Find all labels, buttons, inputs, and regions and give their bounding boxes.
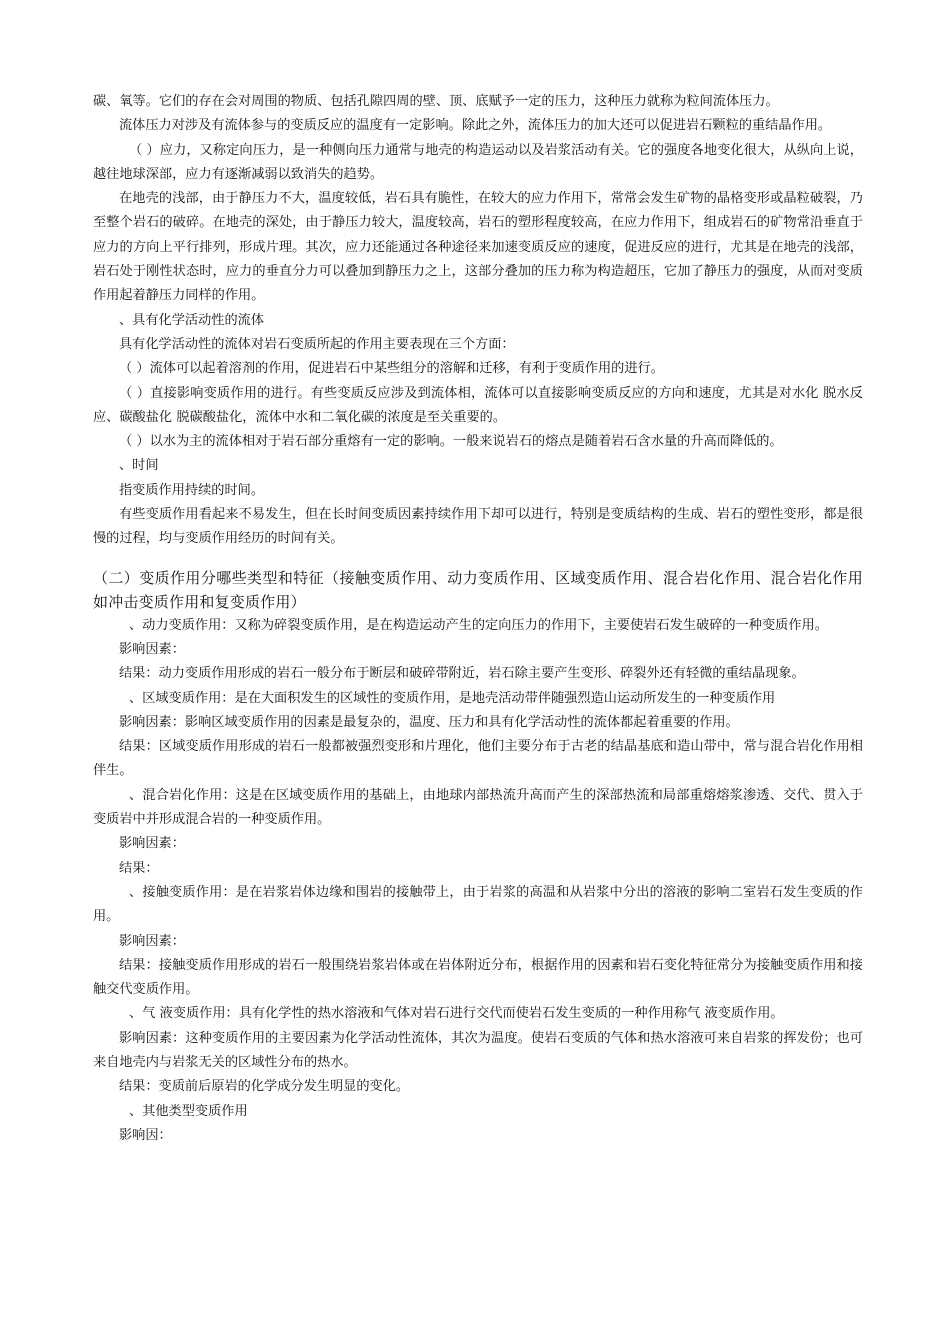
list-item: （ ）流体可以起着溶剂的作用，促进岩石中某些组分的溶解和迁移，有利于变质作用的进行。 <box>119 361 664 377</box>
paragraph: 、混合岩化作用：这是在区域变质作用的基础上，由地球内部热流升高而产生的深部热流和局部重熔熔浆渗透、交代、贯入于变质岩中并形成混合岩的一种变质作用。 <box>93 787 863 828</box>
paragraph: 影响因素： <box>119 641 185 657</box>
paragraph: 影响因素：这种变质作用的主要因素为化学活动性流体，其次为温度。使岩石变质的气体和热水溶液可来自岩浆的挥发份；也可来自地壳内与岩浆无关的区域性分布的热水。 <box>93 1030 863 1070</box>
paragraph: 碳、氧等。它们的存在会对周围的物质、包括孔隙四周的壁、顶、底赋予一定的压力，这种压力就称为粒间流体压力。 <box>93 94 779 109</box>
paragraph: 结果：动力变质作用形成的岩石一般分布于断层和破碎带附近，岩石除主要产生变形、碎裂外还有轻微的重结晶现象。 <box>119 666 805 682</box>
paragraph: 结果：接触变质作用形成的岩石一般围绕岩浆岩体或在岩体附近分布，根据作用的因素和岩石变化特征常分为接触变质作用和接触交代变质作用。 <box>93 957 863 998</box>
list-item: （ ）以水为主的流体相对于岩石部分重熔有一定的影响。一般来说岩石的熔点是随着岩石含水量的升高而降低的。 <box>119 434 783 450</box>
paragraph: 结果： <box>119 860 159 876</box>
paragraph: 影响因素：影响区域变质作用的因素是最复杂的，温度、压力和具有化学活动性的流体都起着重要的作用。 <box>119 714 739 730</box>
list-item: （ ）直接影响变质作用的进行。有些变质反应涉及到流体相，流体可以直接影响变质反应的方向和速度，尤其是对水化 脱水反应、碳酸盐化 脱碳酸盐化，流体中水和二氧化碳的浓度是至关重要的。 <box>93 385 863 425</box>
paragraph: 影响因素： <box>119 836 185 852</box>
section-heading: （二）变质作用分哪些类型和特征（接触变质作用、动力变质作用、区域变质作用、混合岩化作用、混合岩化作用如冲击变质作用和复变质作用） <box>93 568 863 611</box>
paragraph: 、区域变质作用：是在大面积发生的区域性的变质作用，是地壳活动带伴随强烈造山运动所发生的一种变质作用 <box>129 690 776 706</box>
subheading-fluid: 、具有化学活动性的流体 <box>119 312 265 328</box>
paragraph: （ ）应力，又称定向压力，是一种侧向压力通常与地壳的构造运动以及岩浆活动有关。它的强度各地变化很大，从纵向上说，越往地球深部，应力有逐渐减弱以致消失的趋势。 <box>93 142 863 182</box>
paragraph: 在地壳的浅部，由于静压力不大，温度较低，岩石具有脆性，在较大的应力作用下，常常会发生矿物的晶格变形或晶粒破裂，乃至整个岩石的破碎。在地壳的深处，由于静压力较大，温度较高，岩石的塑形程度较高，在应力作用下，组成岩石的矿物常沿垂直于应力的方向上平行排列，形成片理。其次，应力还能通过各种途径来加速变质反应的速度，促进反应的进行，尤其是在地壳的浅部，岩石处于刚性状态时，应力的垂直分力可以叠加到静压力之上，这部分叠加的压力称为构造超压，它加了静压力的强度，从而对变质作用起着静压力同样的作用。 <box>93 191 863 304</box>
paragraph: 、气 液变质作用：具有化学性的热水溶液和气体对岩石进行交代而使岩石发生变质的一种作用称气 液变质作用。 <box>129 1006 784 1022</box>
paragraph: 、接触变质作用：是在岩浆岩体边缘和围岩的接触带上，由于岩浆的高温和从岩浆中分出的溶液的影响二室岩石发生变质的作用。 <box>93 884 863 925</box>
document-page <box>93 90 863 1148</box>
paragraph: 结果：区域变质作用形成的岩石一般都被强烈变形和片理化，他们主要分布于古老的结晶基底和造山带中，常与混合岩化作用相伴生。 <box>93 739 863 779</box>
paragraph: 有些变质作用看起来不易发生，但在长时间变质因素持续作用下却可以进行，特别是变质结构的生成、岩石的塑性变形，都是很慢的过程，均与变质作用经历的时间有关。 <box>93 507 863 547</box>
paragraph: 流体压力对涉及有流体参与的变质反应的温度有一定影响。除此之外，流体压力的加大还可以促进岩石颗粒的重结晶作用。 <box>119 118 832 134</box>
paragraph: 影响因： <box>119 1127 172 1143</box>
subheading-time: 、时间 <box>119 458 159 474</box>
paragraph: 影响因素： <box>119 933 185 949</box>
paragraph: 指变质作用持续的时间。 <box>119 482 265 498</box>
paragraph: 、动力变质作用：又称为碎裂变质作用，是在构造运动产生的定向压力的作用下，主要使岩石发生破碎的一种变质作用。 <box>129 617 828 633</box>
paragraph: 具有化学活动性的流体对岩石变质所起的作用主要表现在三个方面： <box>119 336 515 352</box>
paragraph: 、其他类型变质作用 <box>129 1103 248 1119</box>
paragraph: 结果：变质前后原岩的化学成分发生明显的变化。 <box>119 1079 410 1095</box>
